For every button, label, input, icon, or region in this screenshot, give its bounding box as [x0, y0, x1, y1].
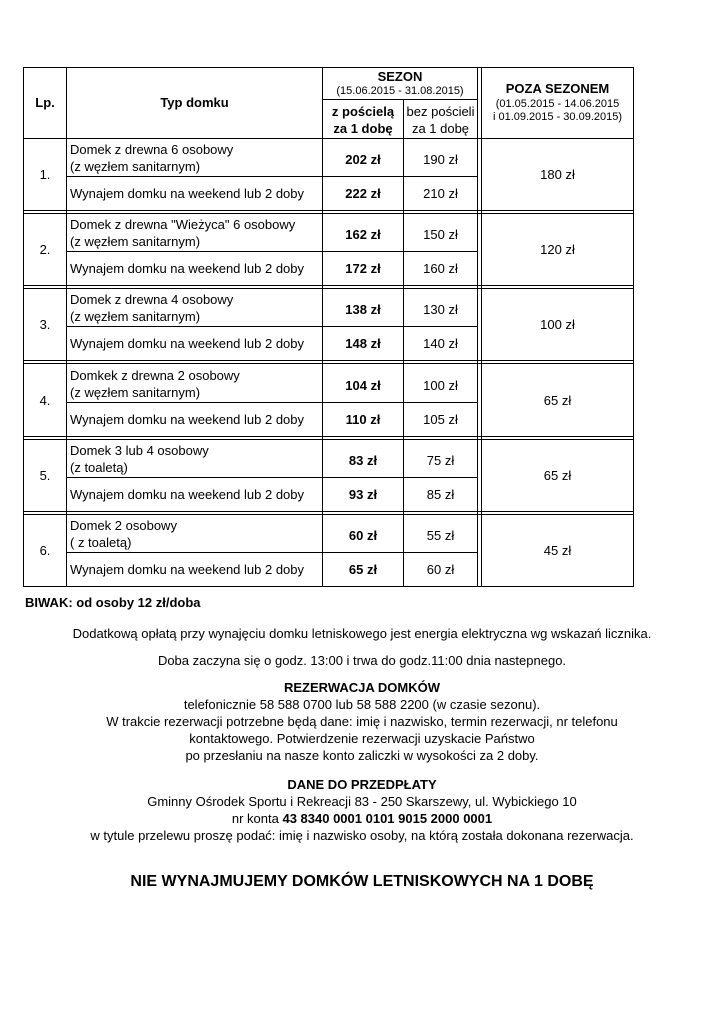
row-poza-sezonem: 100 zł — [540, 317, 575, 332]
row-price-z-posciela: 138 zł — [345, 302, 381, 317]
rezerwacja-line-4: po przesłaniu na nasze konto zaliczki w wysokości za 2 doby. — [185, 748, 539, 763]
row-name-line1: Domek 3 lub 4 osobowy — [70, 443, 209, 458]
row-weekend-label: Wynajem domku na weekend lub 2 doby — [70, 336, 305, 351]
row-name-line2: (z toaletą) — [70, 460, 128, 475]
rezerwacja-line-2: W trakcie rezerwacji potrzebne będą dane: imię i nazwisko, termin rezerwacji, nr telefonu — [106, 714, 618, 729]
row-name-line1: Domkek z drewna 2 osobowy — [70, 368, 240, 383]
row-weekend-label: Wynajem domku na weekend lub 2 doby — [70, 261, 305, 276]
row-lp: 4. — [39, 393, 51, 408]
header-z-posciela-line2: za 1 dobę — [333, 121, 393, 136]
row-weekend-bez-poscieli: 140 zł — [423, 336, 458, 351]
przedplata-title: DANE DO PRZEDPŁATY — [287, 777, 437, 792]
row-weekend-label: Wynajem domku na weekend lub 2 doby — [70, 186, 305, 201]
row-poza-sezonem: 65 zł — [543, 393, 572, 408]
przedplata-line-3: w tytule przelewu proszę podać: imię i nazwisko osoby, na którą została dokonana rezerwacja. — [90, 828, 634, 843]
row-lp: 3. — [39, 317, 51, 332]
przedplata-line-1: Gminny Ośrodek Sportu i Rekreacji 83 - 250 Skarszewy, ul. Wybickiego 10 — [147, 794, 577, 809]
row-weekend-z-posciela: 222 zł — [345, 186, 381, 201]
row-name-line1: Domek 2 osobowy — [70, 518, 177, 533]
header-sezon: SEZON — [377, 69, 423, 84]
rezerwacja-title: REZERWACJA DOMKÓW — [284, 680, 440, 695]
doba-note: Doba zaczyna się o godz. 13:00 i trwa do godz.11:00 dnia nastepnego. — [157, 653, 567, 668]
row-name-line1: Domek z drewna 6 osobowy — [70, 142, 234, 157]
row-price-z-posciela: 202 zł — [345, 152, 381, 167]
konto-number: 43 8340 0001 0101 9015 2000 0001 — [282, 811, 493, 826]
row-weekend-z-posciela: 65 zł — [348, 562, 378, 577]
row-weekend-z-posciela: 110 zł — [345, 412, 381, 427]
row-name-line2: (z węzłem sanitarnym) — [70, 309, 201, 324]
header-sezon-dates: (15.06.2015 - 31.08.2015) — [336, 85, 464, 97]
row-price-z-posciela: 104 zł — [345, 378, 381, 393]
rezerwacja-line-3: kontaktowego. Potwierdzenie rezerwacji uzyskacie Państwo — [189, 731, 535, 746]
row-poza-sezonem: 120 zł — [540, 242, 575, 257]
row-weekend-bez-poscieli: 60 zł — [426, 562, 455, 577]
header-bez-poscieli — [404, 103, 477, 137]
rezerwacja-line-1: telefonicznie 58 588 0700 lub 58 588 2200 (w czasie sezonu). — [183, 697, 541, 712]
row-name-line2: (z węzłem sanitarnym) — [70, 385, 201, 400]
energia-note: Dodatkową opłatą przy wynajęciu domku letniskowego jest energia elektryczna wg wskazań licznika. — [72, 626, 652, 641]
header-poza-dates-1: (01.05.2015 - 14.06.2015 — [495, 98, 620, 110]
header-poza-sezonem: POZA SEZONEM — [505, 81, 610, 96]
row-price-bez-poscieli: 190 zł — [423, 152, 458, 167]
row-poza-sezonem: 45 zł — [543, 543, 572, 558]
header-bez-poscieli-line2: za 1 dobę — [411, 121, 470, 136]
row-poza-sezonem: 180 zł — [540, 167, 575, 182]
row-name-line2: ( z toaletą) — [70, 535, 132, 550]
header-lp: Lp. — [35, 95, 55, 110]
row-weekend-z-posciela: 148 zł — [345, 336, 381, 351]
row-price-z-posciela: 60 zł — [348, 528, 378, 543]
row-weekend-bez-poscieli: 85 zł — [426, 487, 455, 502]
biwak-note: BIWAK: od osoby 12 zł/doba — [25, 595, 201, 610]
row-weekend-label: Wynajem domku na weekend lub 2 doby — [70, 412, 305, 427]
row-weekend-z-posciela: 93 zł — [348, 487, 378, 502]
row-price-bez-poscieli: 55 zł — [426, 528, 455, 543]
header-z-posciela-line1: z pościelą — [331, 104, 395, 119]
row-lp: 1. — [39, 167, 51, 182]
row-price-bez-poscieli: 100 zł — [423, 378, 458, 393]
row-weekend-label: Wynajem domku na weekend lub 2 doby — [70, 562, 305, 577]
row-weekend-z-posciela: 172 zł — [345, 261, 381, 276]
row-name-line2: (z węzłem sanitarnym) — [70, 159, 201, 174]
konto-label: nr konta — [231, 811, 279, 826]
row-lp: 5. — [39, 468, 51, 483]
header-bez-poscieli-line1: bez pościeli — [406, 104, 475, 119]
row-lp: 2. — [39, 242, 51, 257]
header-z-posciela — [323, 103, 403, 137]
row-weekend-bez-poscieli: 105 zł — [423, 412, 458, 427]
row-lp: 6. — [39, 543, 51, 558]
header-poza-dates-2: i 01.09.2015 - 30.09.2015) — [492, 111, 623, 123]
header-typ-domku: Typ domku — [160, 95, 229, 110]
row-name-line1: Domek z drewna 4 osobowy — [70, 292, 234, 307]
row-price-z-posciela: 162 zł — [345, 227, 381, 242]
row-weekend-bez-poscieli: 210 zł — [423, 186, 458, 201]
row-name-line1: Domek z drewna "Wieżyca" 6 osobowy — [70, 217, 296, 232]
row-weekend-bez-poscieli: 160 zł — [423, 261, 458, 276]
row-price-bez-poscieli: 130 zł — [423, 302, 458, 317]
row-poza-sezonem: 65 zł — [543, 468, 572, 483]
row-weekend-label: Wynajem domku na weekend lub 2 doby — [70, 487, 305, 502]
przedplata-konto — [0, 810, 724, 827]
row-price-z-posciela: 83 zł — [348, 453, 378, 468]
footer-notice: NIE WYNAJMUJEMY DOMKÓW LETNISKOWYCH NA 1 DOBĘ — [130, 873, 594, 890]
row-price-bez-poscieli: 150 zł — [423, 227, 458, 242]
row-name-line2: (z węzłem sanitarnym) — [70, 234, 201, 249]
row-price-bez-poscieli: 75 zł — [426, 453, 455, 468]
